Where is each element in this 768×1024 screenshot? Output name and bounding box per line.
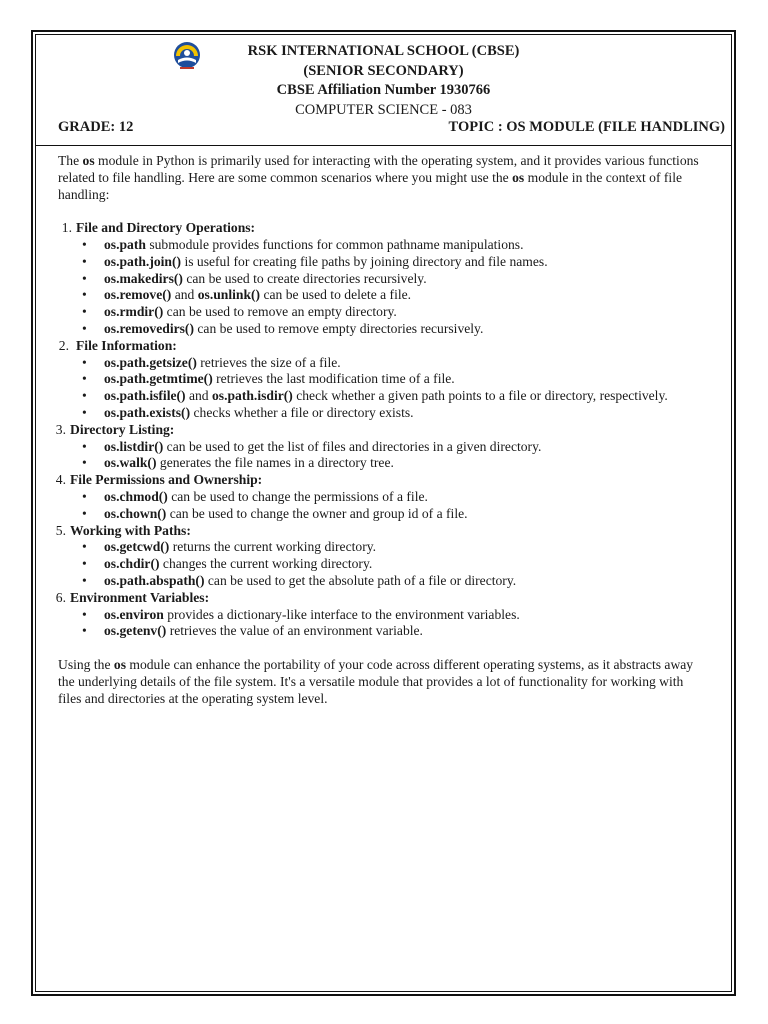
section-heading — [55, 589, 708, 607]
text-run: The — [58, 153, 83, 168]
code-term: os — [82, 153, 95, 168]
text-run: can be used to get the list of files and directories in a given directory. — [163, 438, 542, 454]
list-item — [58, 371, 708, 388]
section-1 — [58, 220, 708, 338]
affiliation-number: CBSE Affiliation Number 1930766 — [276, 82, 491, 98]
code-term: os.walk() — [104, 455, 157, 471]
code-term: os.path.exists() — [104, 404, 191, 420]
code-term: os.chown() — [104, 505, 167, 521]
code-term: os.environ — [104, 606, 164, 622]
text-run: checks whether a file or directory exists. — [190, 404, 414, 420]
list-item — [58, 506, 708, 523]
school-name: RSK INTERNATIONAL SCHOOL (CBSE) — [247, 43, 520, 59]
code-term: os.path.getsize() — [104, 354, 197, 370]
text-run: check whether a given path points to a file or directory, respectively. — [292, 388, 668, 404]
subject-title: COMPUTER SCIENCE - 083 — [295, 102, 472, 118]
section-title: File Information: — [76, 337, 177, 353]
section-heading — [55, 472, 708, 489]
text-run: changes the current working directory. — [159, 556, 373, 572]
topic-label: TOPIC : OS MODULE (FILE HANDLING) — [448, 119, 725, 135]
list-item — [58, 237, 708, 254]
list-item — [58, 271, 708, 288]
text-run: can be used to get the absolute path of a file or directory. — [204, 572, 517, 588]
text-run: retrieves the last modification time of a file. — [212, 371, 455, 387]
code-term: os.unlink() — [197, 287, 261, 303]
section-title: Working with Paths: — [70, 522, 191, 538]
code-term: os.listdir() — [104, 438, 164, 454]
code-term: os.getenv() — [104, 623, 167, 639]
code-term: os.path — [104, 236, 146, 252]
section-number: 4. — [55, 472, 66, 488]
text-run: generates the file names in a directory tree. — [156, 455, 394, 471]
list-item — [58, 573, 708, 590]
bullet-list — [58, 439, 708, 473]
text-run: can be used to create directories recursively. — [182, 270, 427, 286]
intro-paragraph — [58, 153, 708, 203]
list-item — [58, 489, 708, 506]
text-run: can be used to change the owner and group id of a file. — [166, 505, 468, 521]
school-level: (SENIOR SECONDARY) — [303, 63, 464, 79]
code-term: os.makedirs() — [104, 270, 183, 286]
section-title: Environment Variables: — [70, 589, 210, 605]
section-4 — [55, 472, 708, 522]
bullet-list — [58, 489, 708, 523]
text-run: retrieves the value of an environment variable. — [166, 623, 423, 639]
section-title: File Permissions and Ownership: — [70, 472, 263, 488]
code-term: os.path.getmtime() — [104, 371, 213, 387]
section-heading — [55, 421, 708, 439]
text-run: can be used to remove an empty directory. — [163, 304, 397, 320]
text-run: returns the current working directory. — [169, 539, 377, 555]
code-term: os.path.join() — [104, 253, 182, 269]
code-term: os.path.isdir() — [212, 388, 293, 404]
list-item — [58, 439, 708, 456]
text-run: submodule provides functions for common pathname manipulations. — [145, 236, 524, 252]
section-heading — [58, 338, 708, 355]
section-3 — [55, 421, 708, 472]
text-run: and — [171, 287, 198, 303]
list-item — [58, 405, 708, 422]
section-number: 1. — [61, 220, 72, 236]
code-term: os.path.abspath() — [104, 572, 205, 588]
text-run: provides a dictionary-like interface to the environment variables. — [163, 606, 520, 622]
code-term: os — [512, 169, 525, 185]
list-item — [58, 287, 708, 304]
list-item — [58, 539, 708, 556]
section-number: 6. — [55, 589, 66, 605]
section-title: File and Directory Operations: — [76, 220, 256, 236]
text-run: module can enhance the portability of your code across different operating systems, as it abstracts away the underlying details of the file system. It's a versatile module that provides a lot of functionality for working with files and directories at the operating system level. — [58, 656, 694, 706]
document-header — [36, 35, 731, 146]
document-body — [55, 153, 708, 707]
code-term: os.removedirs() — [104, 320, 194, 336]
text-run: can be used to delete a file. — [260, 287, 412, 303]
list-item — [58, 607, 708, 624]
section-2 — [58, 338, 708, 422]
bullet-list — [58, 237, 708, 338]
section-number: 3. — [55, 421, 66, 437]
text-run: is useful for creating file paths by joining directory and file names. — [181, 253, 548, 269]
code-term: os.chmod() — [104, 488, 168, 504]
list-item — [58, 455, 708, 472]
text-run: module in the context of file handling: — [58, 169, 683, 202]
section-5 — [55, 522, 708, 590]
code-term: os.rmdir() — [104, 304, 164, 320]
list-item — [58, 556, 708, 573]
text-run: can be used to remove empty directories recursively. — [193, 320, 484, 336]
code-term: os.chdir() — [104, 556, 160, 572]
section-heading — [55, 522, 708, 540]
bullet-list — [58, 607, 708, 641]
list-item — [58, 623, 708, 640]
closing-paragraph — [58, 657, 708, 707]
list-item — [58, 304, 708, 321]
text-run: and — [185, 388, 212, 404]
text-run: Using the — [58, 656, 114, 672]
list-item — [58, 321, 708, 338]
list-item — [58, 254, 708, 271]
code-term: os.getcwd() — [104, 539, 170, 555]
section-6 — [55, 589, 708, 640]
bullet-list — [58, 355, 708, 422]
section-title: Directory Listing: — [70, 421, 175, 437]
code-term: os.path.isfile() — [104, 388, 186, 404]
text-run: retrieves the size of a file. — [196, 354, 341, 370]
bullet-list — [58, 539, 708, 589]
section-list — [55, 220, 708, 640]
code-term: os.remove() — [104, 287, 172, 303]
grade-label: GRADE: 12 — [58, 119, 134, 135]
text-run: can be used to change the permissions of a file. — [167, 488, 428, 504]
code-term: os — [113, 656, 126, 672]
section-number: 5. — [55, 522, 66, 538]
list-item — [58, 355, 708, 372]
list-item — [58, 388, 708, 405]
text-run: module in Python is primarily used for interacting with the operating system, and it provides various functions related to file handling. Here are some common scenarios where you might use the — [58, 153, 699, 185]
section-number: 2. — [58, 337, 69, 353]
section-heading — [58, 220, 708, 237]
